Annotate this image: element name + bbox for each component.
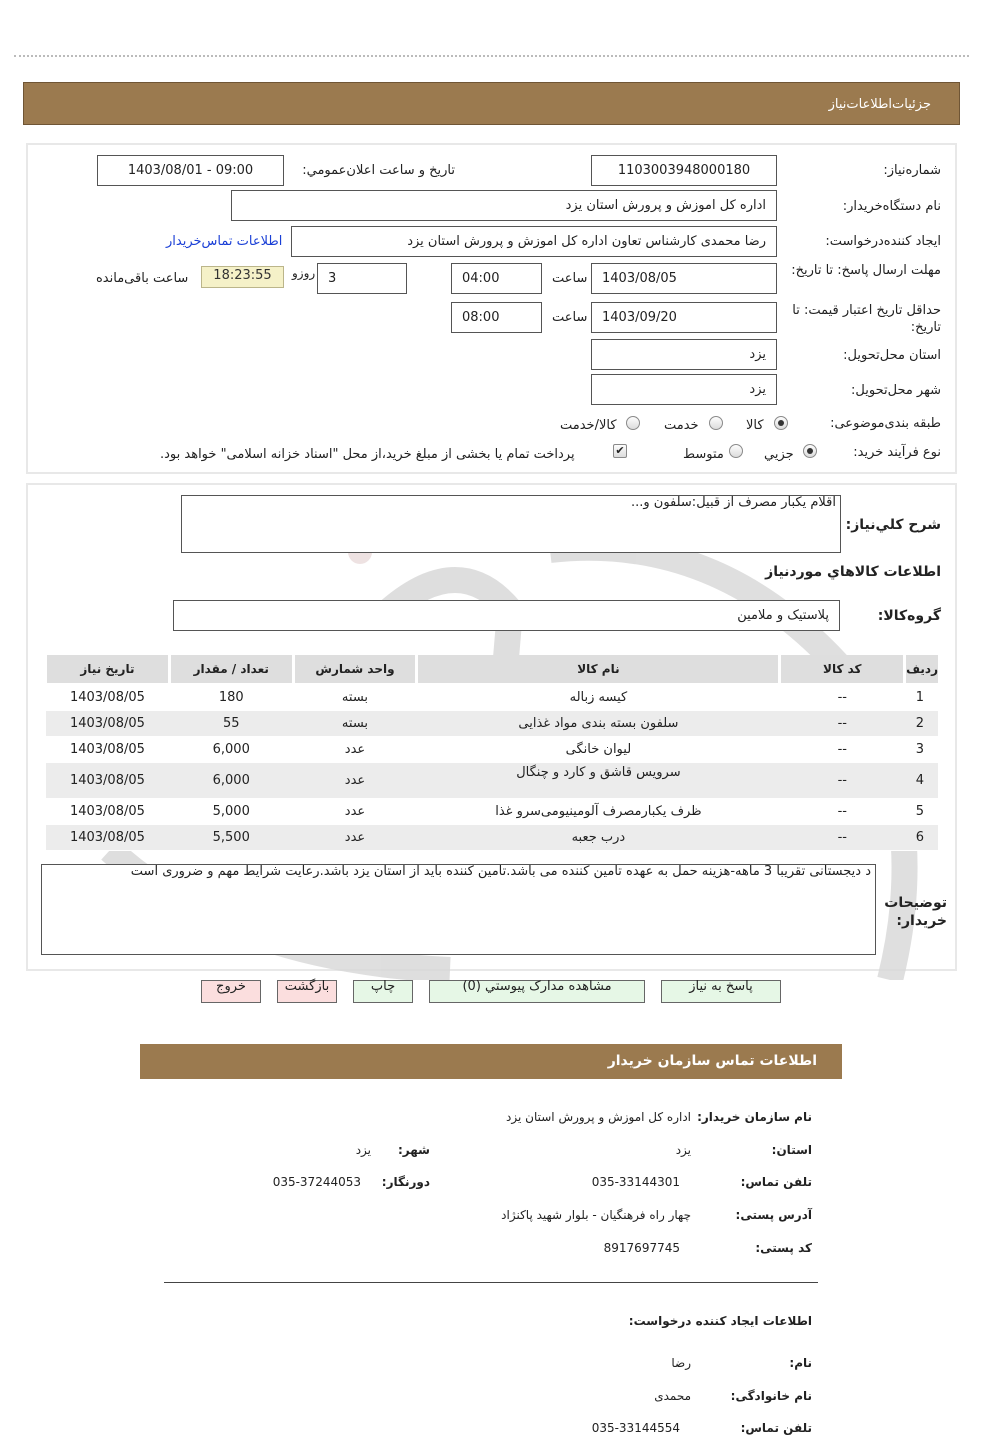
contact-postal-label: کد پستی: <box>755 1241 812 1255</box>
cell-idx: 4 <box>905 762 938 798</box>
top-divider <box>14 55 969 57</box>
contact-province-label: استان: <box>771 1143 812 1157</box>
city-field: یزد <box>591 374 777 405</box>
province-label: استان محل‌تحویل: <box>843 348 941 363</box>
creator-phone-label: تلفن تماس: <box>740 1421 812 1435</box>
contact-fax-label: دورنگار: <box>381 1175 430 1189</box>
days-field: 3 <box>317 263 407 294</box>
contact-province-value: یزد <box>675 1143 691 1157</box>
announce-label: تاریخ و ساعت اعلان‌عمومي: <box>302 163 455 178</box>
attachments-button[interactable]: مشاهده مدارک پیوستي (0) <box>429 980 645 1003</box>
city-label: شهر محل‌تحویل: <box>851 383 941 398</box>
category-label: طبقه بندی‌موضوعی: <box>830 416 941 431</box>
cell-unit: عدد <box>293 736 417 762</box>
cell-name: سلفون بسته بندی مواد غذایی <box>417 710 780 736</box>
province-field: یزد <box>591 339 777 370</box>
validity-label: حداقل تاریخ اعتبار قیمت: تا تاریخ: <box>792 303 941 335</box>
cell-unit: عدد <box>293 762 417 798</box>
deadline-label: مهلت ارسال پاسخ: تا تاریخ: <box>791 263 941 278</box>
goods-group-label: گروه‌کالا: <box>877 608 941 624</box>
contact-address-value: چهار راه فرهنگیان - بلوار شهید پاکنژاد <box>501 1208 691 1222</box>
cell-qty: 5,500 <box>169 824 293 850</box>
creator-last-name-label: نام خانوادگی: <box>730 1389 812 1403</box>
cell-name: سرویس قاشق و کارد و چنگال <box>417 762 780 798</box>
cell-name: ظرف یکبارمصرف آلومینیومی‌سرو غذا <box>417 798 780 824</box>
creator-first-name-label: نام: <box>789 1356 812 1370</box>
buyer-org-label: نام دستگاه‌خریدار: <box>842 199 941 214</box>
table-row <box>46 762 939 798</box>
page-title: جزئیات‌اطلاعات‌نیاز <box>828 97 931 112</box>
creator-first-name-value: رضا <box>671 1356 691 1370</box>
remaining-label: ساعت باقی‌مانده <box>96 271 189 286</box>
col-header-unit: واحد شمارش <box>293 655 417 684</box>
goods-table-header <box>46 655 939 684</box>
category-both-radio[interactable] <box>626 416 640 430</box>
cell-qty: 55 <box>169 710 293 736</box>
goods-group-field: پلاستیک و ملامین <box>173 600 840 631</box>
cell-unit: بسته <box>293 684 417 710</box>
cell-code: -- <box>780 824 905 850</box>
cell-qty: 6,000 <box>169 762 293 798</box>
cell-date: 1403/08/05 <box>46 736 170 762</box>
contact-fax-value: 035-37244053 <box>272 1175 361 1189</box>
contact-address-label: آدرس پستی: <box>735 1208 812 1222</box>
process-partial-label: جزیي <box>764 447 794 462</box>
table-row <box>46 684 939 710</box>
cell-idx: 2 <box>905 710 938 736</box>
process-medium-radio[interactable] <box>729 444 743 458</box>
validity-date-field: 1403/09/20 <box>591 302 777 333</box>
reply-button[interactable]: پاسخ به نیاز <box>661 980 781 1003</box>
cell-unit: بسته <box>293 710 417 736</box>
summary-textarea: اقلام یکبار مصرف از قبیل:سلفون و... <box>181 495 841 553</box>
requester-field: رضا محمدی کارشناس تعاون اداره کل اموزش و پرورش استان یزد <box>291 226 777 257</box>
category-goods-radio[interactable] <box>774 416 788 430</box>
back-button[interactable]: بازگشت <box>277 980 337 1003</box>
col-header-name: نام کالا <box>417 655 780 684</box>
contact-section-title: اطلاعات تماس سازمان خریدار <box>607 1053 817 1069</box>
cell-code: -- <box>780 684 905 710</box>
deadline-time-field: 04:00 <box>451 263 542 294</box>
cell-qty: 5,000 <box>169 798 293 824</box>
cell-name: درب جعبه <box>417 824 780 850</box>
cell-date: 1403/08/05 <box>46 824 170 850</box>
cell-date: 1403/08/05 <box>46 762 170 798</box>
deadline-date-field: 1403/08/05 <box>591 263 777 294</box>
contact-city-value: یزد <box>355 1143 371 1157</box>
cell-date: 1403/08/05 <box>46 798 170 824</box>
table-row <box>46 736 939 762</box>
page-title-bar <box>23 82 960 125</box>
goods-table <box>44 655 938 851</box>
cell-code: -- <box>780 798 905 824</box>
cell-qty: 180 <box>169 684 293 710</box>
table-row <box>46 798 939 824</box>
requester-label: ایجاد کننده‌درخواست: <box>825 234 941 249</box>
contact-phone-label: تلفن تماس: <box>740 1175 812 1189</box>
validity-time-field: 08:00 <box>451 302 542 333</box>
cell-date: 1403/08/05 <box>46 684 170 710</box>
category-goods-label: کالا <box>746 418 764 433</box>
need-number-label: شماره‌نیاز: <box>883 163 941 178</box>
cell-code: -- <box>780 762 905 798</box>
announce-date-field: 1403/08/01 - 09:00 <box>97 155 284 186</box>
cell-name: لیوان خانگی <box>417 736 780 762</box>
buyer-org-field: اداره کل اموزش و پرورش استان یزد <box>231 190 777 221</box>
cell-idx: 6 <box>905 824 938 850</box>
buyer-notes-label: توضیحات خریدار: <box>884 895 947 929</box>
deadline-time-label: ساعت <box>552 271 588 286</box>
cell-idx: 1 <box>905 684 938 710</box>
col-header-date: تاریخ نیاز <box>46 655 170 684</box>
exit-button[interactable]: خروج <box>201 980 261 1003</box>
cell-code: -- <box>780 736 905 762</box>
creator-section-title: اطلاعات ایجاد کننده درخواست: <box>628 1314 812 1328</box>
cell-code: -- <box>780 710 905 736</box>
process-medium-label: متوسط <box>683 447 724 462</box>
col-header-code: کد کالا <box>780 655 905 684</box>
cell-idx: 3 <box>905 736 938 762</box>
buyer-contact-link[interactable]: اطلاعات تماس‌خریدار <box>166 234 283 249</box>
buyer-notes-textarea: د دیجستانی تقریبا 3 ماهه-هزینه حمل به عهده تامین کننده می باشد.تامین کننده باید از استان یزد باشد.رعایت شرایط مهم و ضروری است <box>41 864 876 955</box>
cell-unit: عدد <box>293 824 417 850</box>
validity-time-label: ساعت <box>552 310 588 325</box>
need-number-field: 1103003948000180 <box>591 155 777 186</box>
category-both-label: کالا/خدمت <box>560 418 617 433</box>
contact-divider <box>164 1282 818 1283</box>
cell-name: کیسه زباله <box>417 684 780 710</box>
creator-last-name-value: محمدی <box>654 1389 691 1403</box>
print-button[interactable]: چاپ <box>353 980 413 1003</box>
category-service-radio[interactable] <box>709 416 723 430</box>
table-row <box>46 710 939 736</box>
treasury-payment-note: پرداخت تمام یا بخشی از مبلغ خرید،از محل "اسناد خزانه اسلامی" خواهد بود. <box>160 447 575 462</box>
col-header-qty: تعداد / مقدار <box>169 655 293 684</box>
cell-idx: 5 <box>905 798 938 824</box>
table-row <box>46 824 939 850</box>
contact-postal-value: 8917697745 <box>603 1241 680 1255</box>
cell-unit: عدد <box>293 798 417 824</box>
contact-city-label: شهر: <box>398 1143 430 1157</box>
cell-qty: 6,000 <box>169 736 293 762</box>
contact-section-title-bar <box>140 1044 842 1079</box>
col-header-idx: ردیف <box>905 655 938 684</box>
creator-phone-value: 035-33144554 <box>591 1421 680 1435</box>
goods-info-title: اطلاعات کالاهاي موردنیاز <box>765 564 941 580</box>
contact-org-label: نام سازمان خریدار: <box>697 1110 812 1124</box>
process-partial-radio[interactable] <box>803 444 817 458</box>
cell-date: 1403/08/05 <box>46 710 170 736</box>
contact-phone-value: 035-33144301 <box>591 1175 680 1189</box>
treasury-payment-checkbox[interactable]: ✔ <box>613 444 627 458</box>
process-label: نوع فرآیند خرید: <box>853 445 941 460</box>
countdown-timer: 18:23:55 <box>201 266 284 288</box>
summary-label: شرح کلي‌نیاز: <box>845 517 941 533</box>
category-service-label: خدمت <box>664 418 699 433</box>
days-label: روزو <box>292 266 316 280</box>
contact-org-value: اداره کل اموزش و پرورش استان یزد <box>506 1110 691 1124</box>
